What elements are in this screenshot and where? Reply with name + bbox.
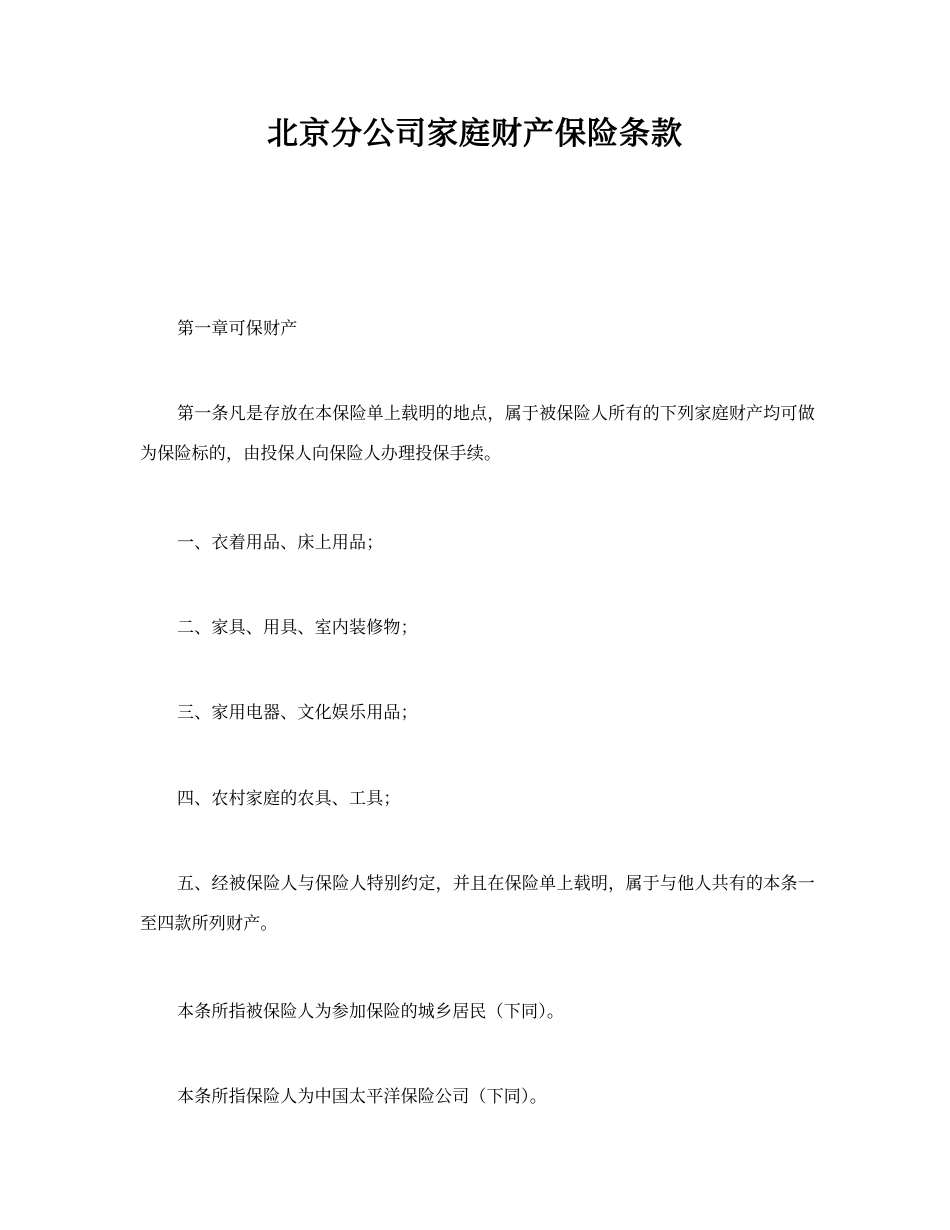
list-item-1: 一、衣着用品、床上用品；: [177, 533, 384, 553]
article-1-paragraph: 第一条凡是存放在本保险单上载明的地点，属于被保险人所有的下列家庭财产均可做为保险标的，由投保人向保险人办理投保手续。: [140, 404, 815, 464]
document-title: 北京分公司家庭财产保险条款: [267, 116, 683, 152]
list-item-2: 二、家具、用具、室内装修物；: [177, 618, 418, 638]
note-insured-definition: 本条所指被保险人为参加保险的城乡居民（下同）。: [177, 1002, 565, 1022]
list-item-5: 五、经被保险人与保险人特别约定，并且在保险单上载明，属于与他人共有的本条一至四款所列财产。: [140, 874, 815, 934]
note-insurer-definition: 本条所指保险人为中国太平洋保险公司（下同）。: [177, 1087, 547, 1107]
chapter-heading: 第一章可保财产: [177, 319, 298, 339]
list-item-4: 四、农村家庭的农具、工具；: [177, 789, 401, 809]
list-item-3: 三、家用电器、文化娱乐用品；: [177, 703, 418, 723]
